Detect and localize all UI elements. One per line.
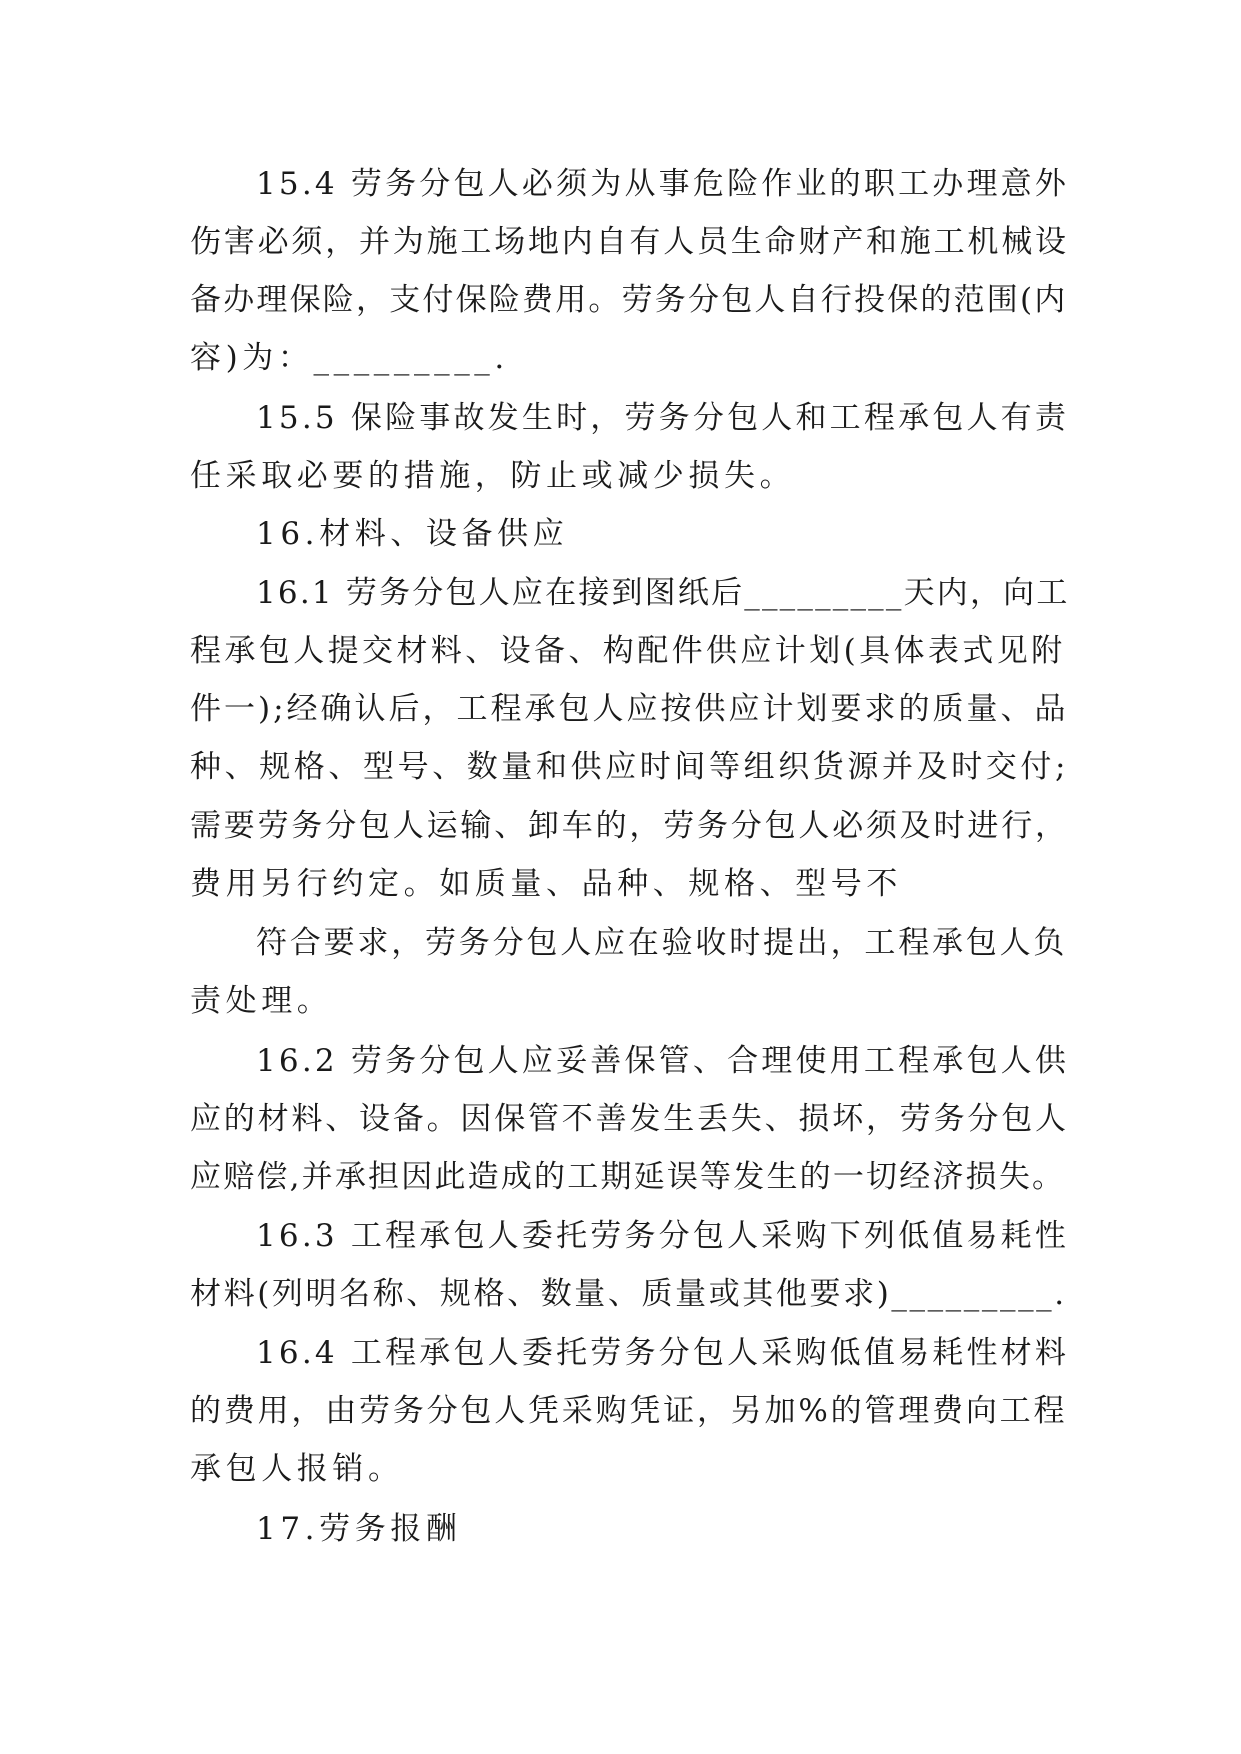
clause-16-1-cont-line-1: 符合要求，劳务分包人应在验收时提出，工程承包人负 [256, 925, 1068, 961]
clause-16-1-line-1: 16.1 劳务分包人应在接到图纸后_________天内，向工 [256, 575, 1070, 611]
clause-16-1-line-6: 费用另行约定。如质量、品种、规格、型号不 [190, 866, 902, 902]
section-16-heading: 16.材料、设备供应 [256, 516, 569, 552]
clause-16-1-line-4: 种、规格、型号、数量和供应时间等组织货源并及时交付; [190, 749, 1070, 785]
clause-16-1-line-5: 需要劳务分包人运输、卸车的，劳务分包人必须及时进行， [190, 808, 1069, 844]
clause-16-3-line-2: 材料(列明名称、规格、数量、质量或其他要求)_________. [190, 1276, 1067, 1312]
clause-15-4-line-3: 备办理保险，支付保险费用。劳务分包人自行投保的范围(内 [190, 282, 1068, 318]
clause-16-2-line-3: 应赔偿,并承担因此造成的工期延误等发生的一切经济损失。 [190, 1159, 1066, 1195]
clause-16-4-line-2: 的费用，由劳务分包人凭采购凭证，另加%的管理费向工程 [190, 1393, 1068, 1429]
clause-16-4-line-1: 16.4 工程承包人委托劳务分包人采购低值易耗性材料 [256, 1335, 1070, 1371]
clause-16-2-line-2: 应的材料、设备。因保管不善发生丢失、损坏，劳务分包人 [190, 1101, 1069, 1137]
clause-16-3-line-1: 16.3 工程承包人委托劳务分包人采购下列低值易耗性 [256, 1218, 1070, 1254]
clause-15-4-line-4: 容)为：_________. [190, 340, 509, 376]
clause-16-2-line-1: 16.2 劳务分包人应妥善保管、合理使用工程承包人供 [256, 1043, 1070, 1079]
clause-16-1-cont-line-2: 责处理。 [190, 983, 333, 1019]
section-17-heading: 17.劳务报酬 [256, 1511, 462, 1547]
clause-15-5-line-1: 15.5 保险事故发生时，劳务分包人和工程承包人有责 [256, 400, 1070, 436]
clause-16-1-line-2: 程承包人提交材料、设备、构配件供应计划(具体表式见附 [190, 633, 1066, 669]
clause-15-4-line-1: 15.4 劳务分包人必须为从事危险作业的职工办理意外 [256, 166, 1070, 202]
clause-15-4-line-2: 伤害必须，并为施工场地内自有人员生命财产和施工机械设 [190, 224, 1069, 260]
clause-15-5-line-2: 任采取必要的措施，防止或减少损失。 [190, 458, 796, 494]
clause-16-1-line-3: 件一);经确认后，工程承包人应按供应计划要求的质量、品 [190, 691, 1069, 727]
clause-16-4-line-3: 承包人报销。 [190, 1451, 404, 1487]
